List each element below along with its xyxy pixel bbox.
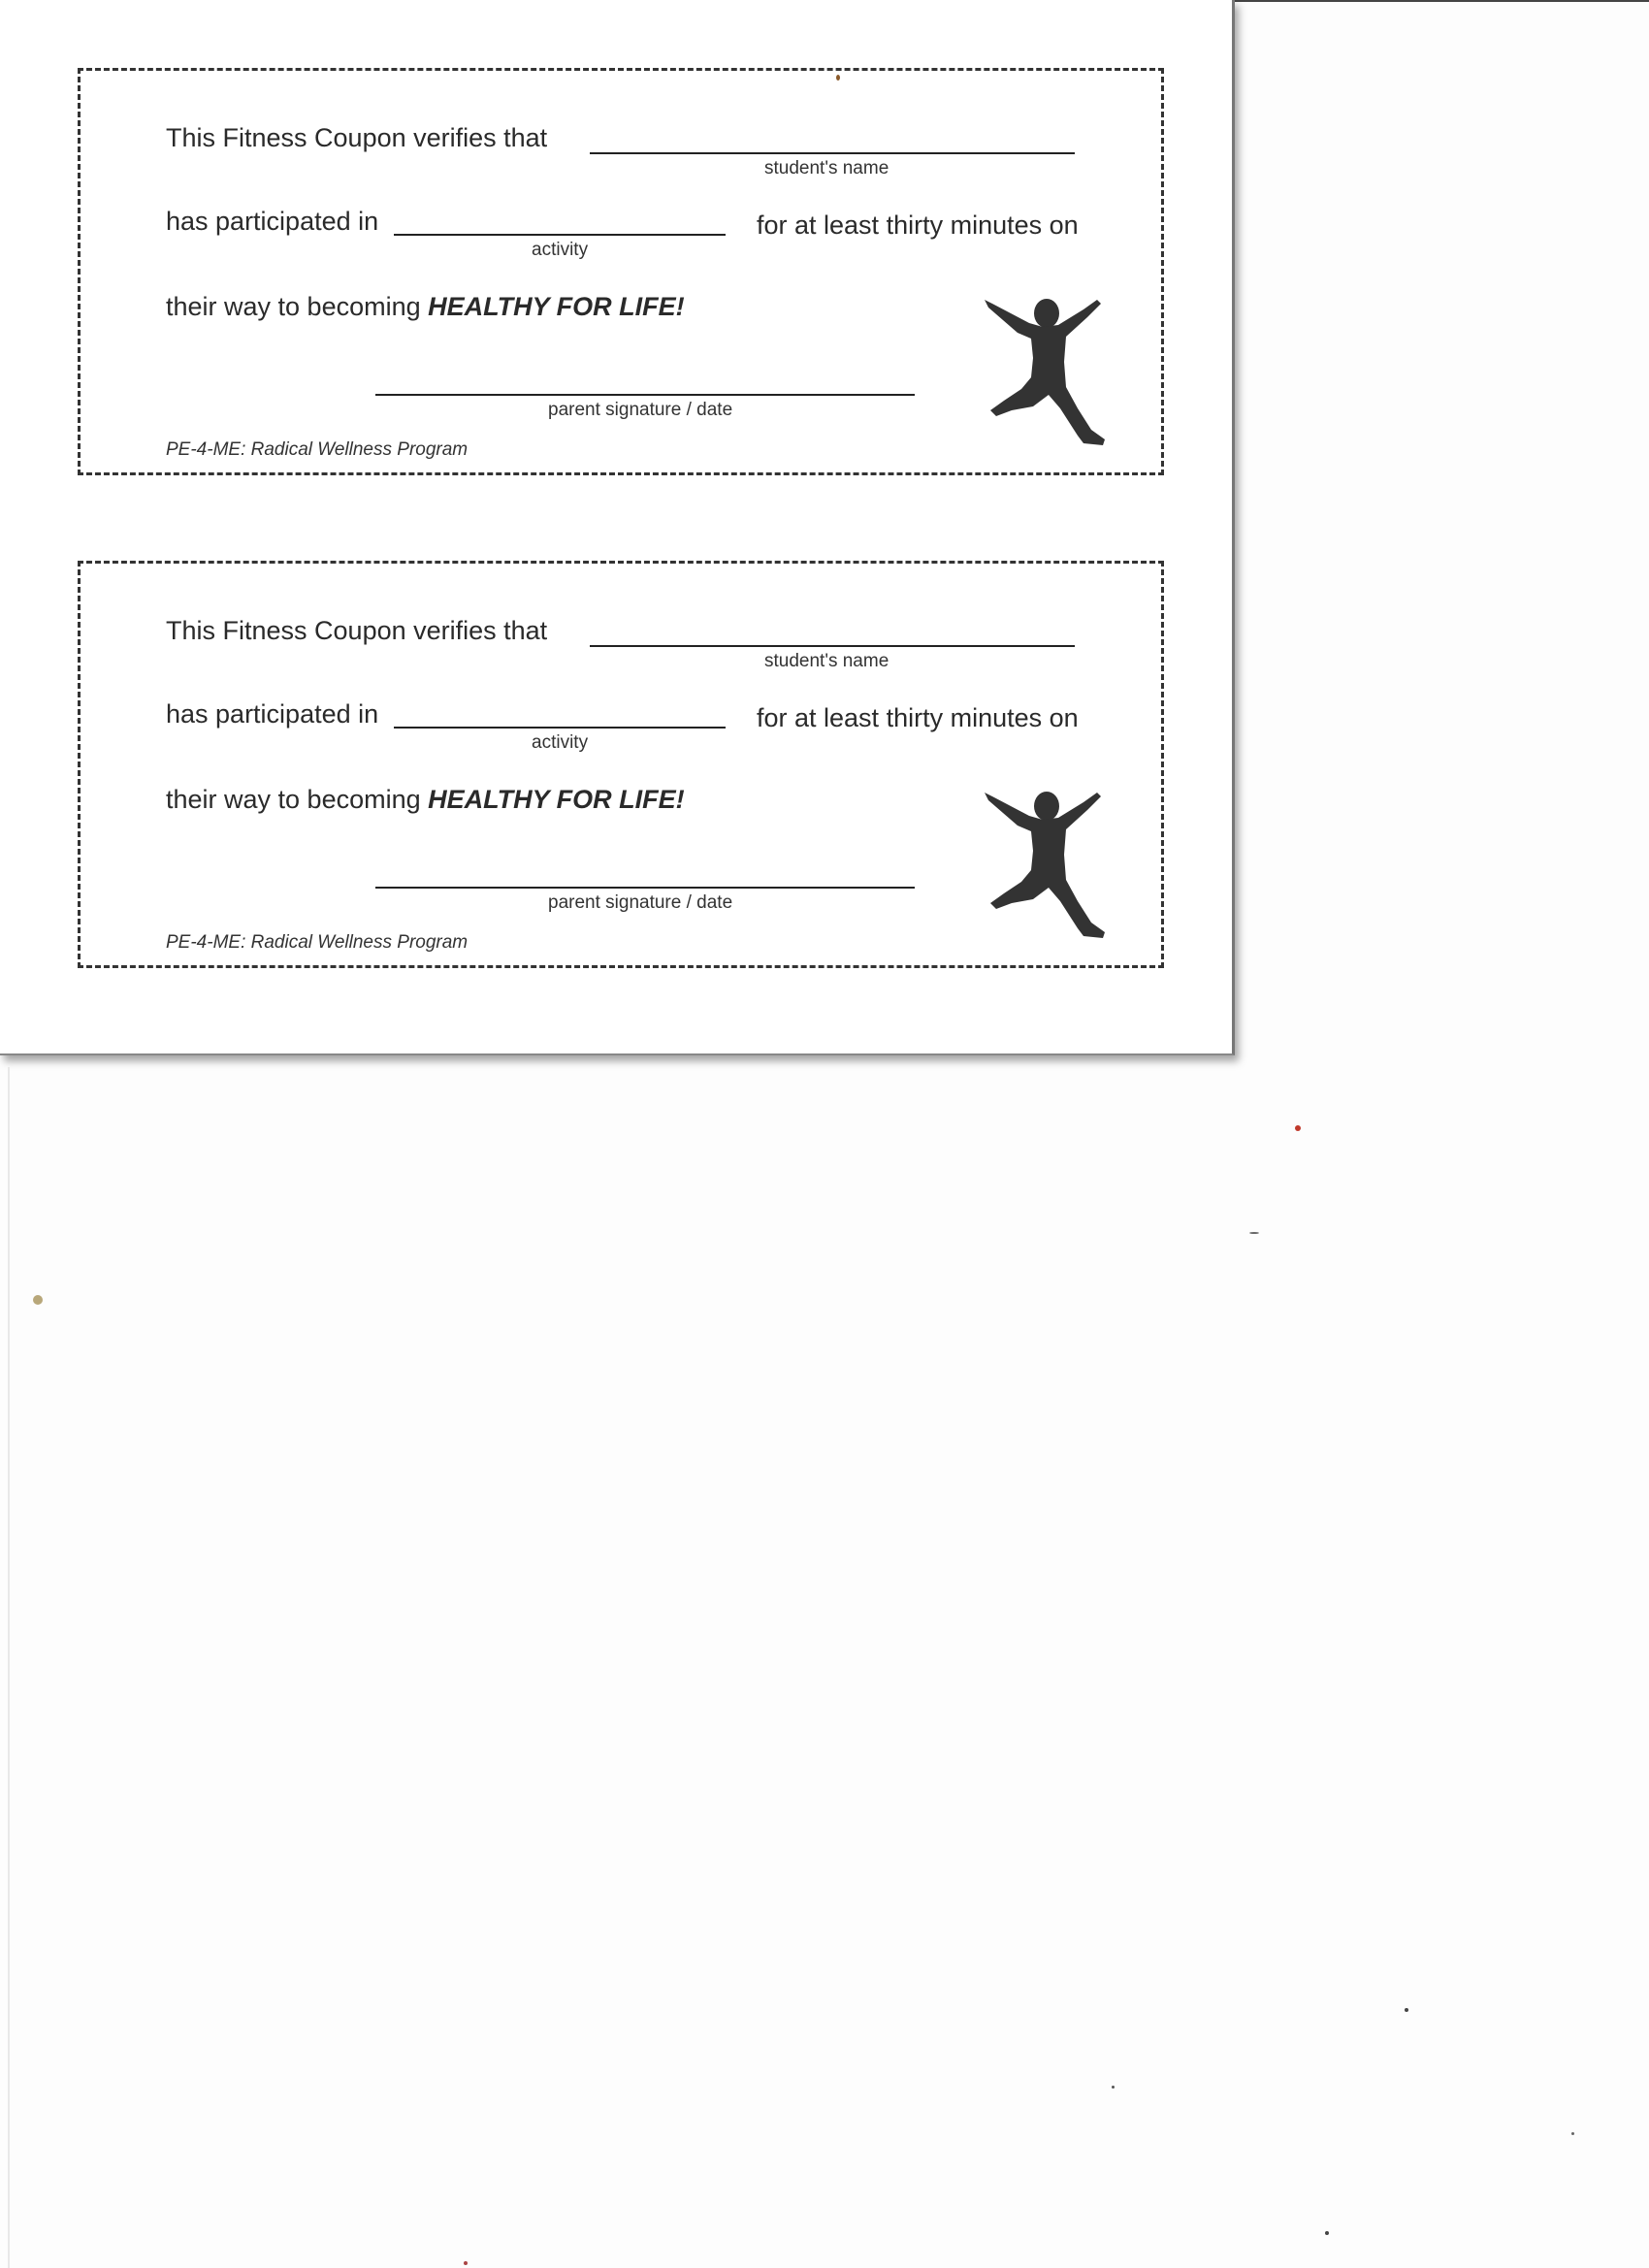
student-name-blank (590, 645, 1075, 647)
program-note: PE-4-ME: Radical Wellness Program (166, 439, 469, 460)
student-name-caption: student's name (764, 158, 889, 178)
page-edge-line (1234, 0, 1649, 2)
becoming-text (166, 785, 685, 815)
scan-speck (1405, 2008, 1408, 2012)
parent-signature-caption: parent signature / date (548, 400, 733, 420)
verifies-text: This Fitness Coupon verifies that (166, 123, 548, 152)
participated-text: has participated in (166, 699, 379, 729)
becoming-text (166, 292, 685, 322)
fitness-coupon (78, 561, 1164, 968)
scan-speck (836, 75, 840, 81)
fitness-coupon (78, 68, 1164, 475)
scan-edge-line (8, 1067, 10, 2268)
becoming-lead: their way to becoming (166, 292, 421, 321)
healthy-for-life: HEALTHY FOR LIFE! (428, 785, 685, 814)
parent-signature-caption: parent signature / date (548, 892, 733, 913)
activity-blank (394, 234, 726, 236)
activity-caption: activity (532, 732, 589, 753)
minutes-text: for at least thirty minutes on (757, 703, 1079, 732)
activity-blank (394, 727, 726, 729)
coupon-sheet (0, 0, 1235, 1055)
scan-speck (1112, 2086, 1115, 2089)
scan-speck (1571, 2132, 1574, 2135)
parent-signature-blank (375, 394, 915, 396)
healthy-for-life: HEALTHY FOR LIFE! (428, 292, 685, 321)
activity-caption: activity (532, 240, 589, 260)
parent-signature-blank (375, 887, 915, 889)
verifies-text: This Fitness Coupon verifies that (166, 616, 548, 645)
student-name-caption: student's name (764, 651, 889, 671)
minutes-text: for at least thirty minutes on (757, 211, 1079, 240)
scan-speck (33, 1295, 43, 1305)
becoming-lead: their way to becoming (166, 785, 421, 814)
jumping-child-icon (983, 294, 1109, 449)
jumping-child-icon (983, 787, 1109, 942)
scan-speck (1249, 1232, 1259, 1234)
student-name-blank (590, 152, 1075, 154)
scan-speck (464, 2261, 468, 2265)
scan-speck (1325, 2231, 1329, 2235)
participated-text: has participated in (166, 207, 379, 236)
program-note: PE-4-ME: Radical Wellness Program (166, 932, 469, 953)
scan-speck (1295, 1125, 1301, 1131)
